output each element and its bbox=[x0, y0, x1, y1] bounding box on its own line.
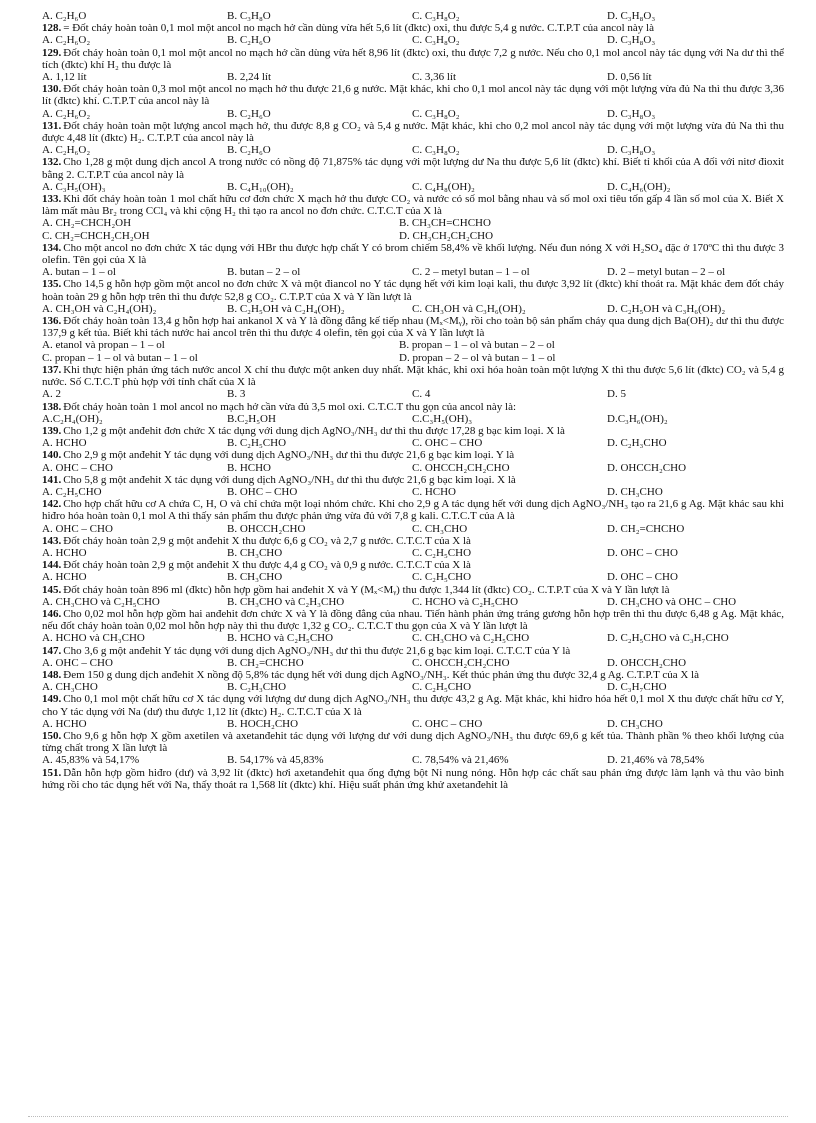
answer-option: C. OHCCH₂CH₂CHO bbox=[412, 656, 510, 669]
question-stem bbox=[42, 278, 784, 302]
answer-option: C.C₃H₅(OH)₃ bbox=[412, 412, 473, 425]
answer-option: A. OHC – CHO bbox=[42, 461, 113, 474]
answer-options bbox=[42, 571, 784, 583]
answer-option: C. 78,54% và 21,46% bbox=[412, 754, 509, 767]
question-number: 144. bbox=[42, 559, 62, 572]
question-text: Cho 3,6 g một anđehit Y tác dụng với dung dịch AgNO₃/NH₃ dư thì thu được 21,6 g bạc kim loại. C.T.C.T của Y là bbox=[63, 644, 571, 657]
answer-option: A. C₂H₅CHO bbox=[42, 485, 102, 498]
question-text: Khi thực hiện phản ứng tách nước ancol X chỉ thu được một anken duy nhất. Mặt khác, khi oxi hóa hoàn toàn một lượng X thì thu được 5,6 lít (đktc) CO₂ và 5,4 g nước. Số C.T.C.T phù hợp với tính chất của X là bbox=[42, 363, 784, 389]
answer-option: B. HCHO và C₂H₅CHO bbox=[227, 632, 334, 645]
question-number: 142. bbox=[42, 498, 62, 511]
question-block bbox=[42, 559, 784, 583]
answer-option: A. 1,12 lít bbox=[42, 71, 87, 84]
question-block bbox=[42, 474, 784, 498]
answer-option: C. OHCCH₂CH₂CHO bbox=[412, 461, 510, 474]
question-text: Cho 1,2 g một anđehit đơn chức X tác dụng với dung dịch AgNO₃/NH₃ dư thì thu được 17,28 g bạc kim loại. X là bbox=[63, 424, 565, 437]
question-stem bbox=[42, 669, 784, 681]
question-stem bbox=[42, 693, 784, 717]
answer-option: A. HCHO bbox=[42, 437, 87, 450]
question-stem bbox=[42, 22, 784, 34]
question-block bbox=[42, 401, 784, 425]
question-number: 143. bbox=[42, 534, 62, 547]
question-block bbox=[42, 669, 784, 693]
question-number: 147. bbox=[42, 644, 62, 657]
answer-options bbox=[42, 413, 784, 425]
question-block bbox=[42, 584, 784, 608]
answer-option: B. CH₃CHO và C₂H₃CHO bbox=[227, 595, 345, 608]
answer-option: C. CH₃CHO và C₂H₅CHO bbox=[412, 632, 530, 645]
question-stem bbox=[42, 120, 784, 144]
question-stem bbox=[42, 608, 784, 632]
question-number: 137. bbox=[42, 363, 62, 376]
answer-options bbox=[42, 108, 784, 120]
question-text: Đốt cháy hoàn toàn 0,1 mol một ancol no mạch hở cần dùng vừa hết 8,96 lít (đktc) oxi, thu được 7,2 g nước. Nếu cho 0,1 mol ancol này tác dụng với Na dư thì thể tích (đktc) khí H₂ thu được là bbox=[42, 46, 784, 71]
answer-option: A. OHC – CHO bbox=[42, 522, 113, 535]
question-block bbox=[42, 22, 784, 46]
question-number: 141. bbox=[42, 473, 62, 486]
answer-option: A. CH₂=CHCH₂OH bbox=[42, 217, 132, 230]
answer-option: B. C₄H₁₀(OH)₂ bbox=[227, 180, 294, 193]
answer-option: B. C₂H₅CHO bbox=[227, 437, 287, 450]
question-text: Cho 9,6 g hỗn hợp X gồm axetilen và axetanđehit tác dụng với lượng dư với dung dịch AgNO₃/NH₃ thu được 69,6 g kết tủa. Thành phần % theo khối lượng của từng chất trong X lần lượt là bbox=[42, 729, 784, 755]
question-block bbox=[42, 47, 784, 84]
question-stem bbox=[42, 535, 784, 547]
question-block bbox=[42, 193, 784, 242]
answer-option: C. C₃H₈O₂ bbox=[412, 144, 460, 157]
answer-options bbox=[42, 71, 784, 83]
answer-option: A. etanol và propan – 1 – ol bbox=[42, 339, 165, 352]
question-stem bbox=[42, 474, 784, 486]
answer-option: A. HCHO bbox=[42, 546, 87, 559]
answer-option: B. 54,17% và 45,83% bbox=[227, 754, 324, 767]
question-block bbox=[42, 315, 784, 364]
question-number: 130. bbox=[42, 83, 62, 96]
answer-option: D. CH₃CH₂CH₂CHO bbox=[399, 229, 494, 242]
question-block bbox=[42, 425, 784, 449]
answer-option: D. 21,46% và 78,54% bbox=[607, 754, 705, 767]
question-text: Đốt cháy hoàn toàn 1 mol ancol no mạch hở cần vừa đủ 3,5 mol oxi. C.T.C.T thu gọn của ancol này là: bbox=[63, 400, 517, 413]
answer-option: D. C₃H₈O₃ bbox=[607, 10, 656, 22]
answer-option: C. propan – 1 – ol và butan – 1 – ol bbox=[42, 351, 198, 364]
answer-option: C. 3,36 lít bbox=[412, 71, 457, 84]
answer-option: D. C₂H₅OH và C₃H₆(OH)₂ bbox=[607, 302, 726, 315]
answer-option: B. C₂H₆O bbox=[227, 107, 271, 120]
answer-options bbox=[42, 217, 784, 241]
question-number: 134. bbox=[42, 241, 62, 254]
question-number: 140. bbox=[42, 449, 62, 462]
answer-option: D. C₄H₆(OH)₂ bbox=[607, 180, 671, 193]
question-text: Cho 5,8 g một anđehit X tác dụng với dung dịch AgNO₃/NH₃ dư thì thu được 21,6 g bạc kim loại. X là bbox=[63, 473, 516, 486]
answer-option: C. CH₃OH và C₃H₆(OH)₂ bbox=[412, 302, 526, 315]
answer-option: A. C₂H₆O₂ bbox=[42, 34, 91, 47]
answer-options bbox=[42, 754, 784, 766]
answer-option: A.C₂H₄(OH)₂ bbox=[42, 412, 103, 425]
answer-options bbox=[42, 303, 784, 315]
question-text: Cho 0,1 mol một chất hữu cơ X tác dụng với lượng dư dung dịch AgNO₃/NH₃ thu được 43,2 g Ag. Mặt khác, khi hiđro hóa hết 0,1 mol X thu được chất hữu cơ Y, cho Y tác dụng với Na (dư) thu được 1,12 lít (đktc) H₂. C.T.C.T của X là bbox=[42, 693, 784, 718]
answer-option: B. propan – 1 – ol và butan – 2 – ol bbox=[399, 339, 555, 352]
question-block bbox=[42, 608, 784, 645]
answer-options bbox=[42, 547, 784, 559]
answer-option: C. C₃H₈O₂ bbox=[412, 34, 460, 47]
question-text: Đốt cháy hoàn toàn một lượng ancol mạch hở, thu được 8,8 g CO₂ và 5,4 g nước. Mặt khác, khi cho 0,2 mol ancol này tác dụng với một lượng vừa đủ Na thì thu được 4,48 lít (đktc) H₂. C.T.P.T của ancol này là bbox=[42, 119, 784, 145]
question-text: Cho 1,28 g một dung dịch ancol A trong nước có nồng độ 71,875% tác dụng với một lượng dư Na thu được 5,6 lít (đktc) khí. Biết tỉ khối của A đối với nitơ đioxit bằng 2. C.T.P.T của ancol này là bbox=[42, 156, 784, 181]
answer-option: D. CH₃CHO bbox=[607, 717, 663, 730]
answer-options bbox=[42, 339, 784, 363]
answer-option: B. CH₃CHO bbox=[227, 571, 283, 584]
answer-option: C. C₂H₅CHO bbox=[412, 681, 472, 694]
question-block bbox=[42, 730, 784, 767]
answer-option: B. CH₃CHO bbox=[227, 546, 283, 559]
answer-option: D. 2 – metyl butan – 2 – ol bbox=[607, 266, 726, 279]
question-block bbox=[42, 449, 784, 473]
answer-option: A. HCHO bbox=[42, 571, 87, 584]
answer-options bbox=[42, 718, 784, 730]
question-number: 148. bbox=[42, 668, 62, 681]
answer-option: B. C₂H₃CHO bbox=[227, 681, 287, 694]
answer-option: C. CH₃CHO bbox=[412, 522, 468, 535]
question-number: 139. bbox=[42, 424, 62, 437]
question-number: 129. bbox=[42, 46, 62, 59]
answer-options bbox=[42, 657, 784, 669]
answer-option: A. CH₃OH và C₂H₄(OH)₂ bbox=[42, 302, 157, 315]
answer-option: D. 5 bbox=[607, 388, 626, 401]
answer-option: B. butan – 2 – ol bbox=[227, 266, 301, 279]
question-block bbox=[42, 535, 784, 559]
answer-option: A. CH₃CHO bbox=[42, 681, 98, 694]
answer-option: C. C₃H₈O₂ bbox=[412, 10, 460, 22]
question-number: 146. bbox=[42, 607, 62, 620]
question-number: 132. bbox=[42, 156, 62, 169]
answer-options bbox=[42, 596, 784, 608]
question-stem bbox=[42, 401, 784, 413]
question-text: Đốt cháy hoàn toàn 2,9 g một anđehit X thu được 6,6 g CO₂ và 2,7 g nước. C.T.C.T của X là bbox=[63, 534, 471, 547]
question-number: 133. bbox=[42, 193, 62, 206]
question-stem bbox=[42, 156, 784, 180]
question-text: Cho 14,5 g hỗn hợp gồm một ancol no đơn chức X và một điancol no Y tác dụng hết với kim loại kali, thu được 3,92 lít (đktc) khí thoát ra. Mặt khác đem đốt cháy hoàn toàn 29 g hỗn hợp trên thì thu được 52,8 g CO₂. C.T.P.T của X và Y lần lượt là bbox=[42, 278, 784, 303]
answer-option: B. 2,24 lít bbox=[227, 71, 272, 84]
question-stem bbox=[42, 449, 784, 461]
question-block bbox=[42, 242, 784, 279]
question-stem bbox=[42, 83, 784, 107]
answer-option: C. 4 bbox=[412, 388, 431, 401]
question-text: Cho 0,02 mol hỗn hợp gồm hai anđehit đơn chức X và Y là đồng đẳng của nhau. Tiến hành phản ứng tráng gương hỗn hợp trên thì thu được 6,48 g Ag. Mặt khác, nếu đốt cháy hoàn toàn 0,02 mol hỗn hợp này thì thu được 1,32 g CO₂. C.T.C.T thu gọn của X và Y lần lượt là bbox=[42, 607, 784, 633]
question-list bbox=[42, 10, 784, 791]
question-stem bbox=[42, 193, 784, 217]
question-stem bbox=[42, 498, 784, 522]
answer-option: B. C₂H₅OH và C₂H₄(OH)₂ bbox=[227, 302, 345, 315]
answer-option: A. OHC – CHO bbox=[42, 656, 113, 669]
answer-option: D. C₃H₇CHO bbox=[607, 681, 667, 694]
answer-option: D. C₃H₈O₃ bbox=[607, 107, 656, 120]
answer-option: D. CH₂=CHCHO bbox=[607, 522, 685, 535]
answer-option: D. CH₃CHO bbox=[607, 485, 663, 498]
answer-option: B. CH₂=CHCHO bbox=[227, 656, 304, 669]
answer-option: A. 45,83% và 54,17% bbox=[42, 754, 140, 767]
question-number: 128. bbox=[42, 22, 62, 35]
answer-option: A. butan – 1 – ol bbox=[42, 266, 116, 279]
answer-options bbox=[42, 681, 784, 693]
question-stem bbox=[42, 364, 784, 388]
question-block bbox=[42, 83, 784, 120]
answer-options bbox=[42, 462, 784, 474]
question-block bbox=[42, 645, 784, 669]
question-block bbox=[42, 278, 784, 315]
answer-options bbox=[42, 437, 784, 449]
answer-options bbox=[42, 388, 784, 400]
answer-option: C. C₃H₈O₂ bbox=[412, 107, 460, 120]
answer-option: A. HCHO bbox=[42, 717, 87, 730]
question-text: Cho 2,9 g một anđehit Y tác dụng với dung dịch AgNO₃/NH₃ dư thì thu được 21,6 g bạc kim loại. Y là bbox=[63, 449, 515, 462]
answer-option: D. CH₃CHO và OHC – CHO bbox=[607, 595, 737, 608]
question-text: Cho hợp chất hữu cơ A chứa C, H, O và chỉ chứa một loại nhóm chức. Khi cho 2,9 g A tác dụng hết với dung dịch AgNO₃/NH₃ tạo ra 21,6 g Ag. Mặt khác sau khi hiđro hóa hoàn toàn 0,1 mol A thì thấy sản phẩm thu được phản ứng vừa đủ với 7,8 g kali. C.T.C.T của A là bbox=[42, 498, 784, 523]
question-block bbox=[42, 498, 784, 535]
answer-options bbox=[42, 181, 784, 193]
answer-options bbox=[42, 10, 784, 22]
answer-option: C. CH₂=CHCH₂CH₂OH bbox=[42, 229, 150, 242]
question-text: Cho một ancol no đơn chức X tác dụng với HBr thu được hợp chất Y có brom chiếm 58,4% về khối lượng. Nếu đun nóng X với H₂SO₄ đặc ở 170ºC thì thu được 3 olefin. Tên gọi của X là bbox=[42, 241, 784, 267]
question-stem bbox=[42, 730, 784, 754]
answer-option: A. CH₃CHO và C₂H₅CHO bbox=[42, 595, 160, 608]
answer-option: A. C₂H₆O bbox=[42, 10, 87, 22]
question-stem bbox=[42, 425, 784, 437]
question-number: 138. bbox=[42, 400, 62, 413]
question-stem bbox=[42, 47, 784, 71]
question-text: Đốt cháy hoàn toàn 2,9 g một anđehit X thu được 4,4 g CO₂ và 0,9 g nước. C.T.C.T của X là bbox=[63, 559, 471, 572]
answer-options bbox=[42, 144, 784, 156]
question-text: Đem 150 g dung dịch anđehit X nồng độ 5,8% tác dụng hết với dung dịch AgNO₃/NH₃. Kết thúc phản ứng thu được 32,4 g Ag. C.T.P.T của X là bbox=[63, 668, 699, 681]
page-bottom-rule bbox=[28, 1116, 788, 1117]
question-stem bbox=[42, 242, 784, 266]
answer-option: C. C₄H₈(OH)₂ bbox=[412, 180, 475, 193]
question-text: Đốt cháy hoàn toàn 896 ml (đktc) hỗn hợp gồm hai anđehit X và Y (Mₓ<Mᵧ) thu được 1,344 lít (đktc) CO₂. C.T.P.T của X và Y lần lượt là bbox=[63, 583, 670, 596]
answer-option: A. C₃H₅(OH)₃ bbox=[42, 180, 106, 193]
answer-options bbox=[42, 34, 784, 46]
question-stem bbox=[42, 767, 784, 791]
answer-option: C. 2 – metyl butan – 1 – ol bbox=[412, 266, 530, 279]
answer-option: B. C₂H₆O bbox=[227, 144, 271, 157]
answer-option: D. propan – 2 – ol và butan – 1 – ol bbox=[399, 351, 556, 364]
question-text: Đốt cháy hoàn toàn 13,4 g hỗn hợp hai ankanol X và Y là đồng đẳng kế tiếp nhau (Mₓ<Mᵧ), rồi cho toàn bộ sản phẩm cháy qua dung dịch Ba(OH)₂ dư thì thu được 137,9 g kết tủa. Biết khi tách nước hai ancol trên thì thu được 4 olefin, tên gọi của X và Y lần lượt là bbox=[42, 315, 784, 340]
answer-option: D. C₂H₃CHO bbox=[607, 437, 667, 450]
question-block bbox=[42, 120, 784, 157]
answer-option: B.C₂H₅OH bbox=[227, 412, 276, 425]
answer-options bbox=[42, 486, 784, 498]
question-number: 149. bbox=[42, 693, 62, 706]
answer-option: C. OHC – CHO bbox=[412, 717, 483, 730]
answer-option: D. OHCCH₂CHO bbox=[607, 461, 687, 474]
answer-option: D. 0,56 lít bbox=[607, 71, 652, 84]
question-number: 136. bbox=[42, 315, 62, 328]
answer-options bbox=[42, 523, 784, 535]
answer-option: A. HCHO và CH₃CHO bbox=[42, 632, 145, 645]
answer-option: D. OHCCH₂CHO bbox=[607, 656, 687, 669]
answer-option: A. C₂H₆O₂ bbox=[42, 107, 91, 120]
question-text: Dẫn hỗn hợp gồm hiđro (dư) và 3,92 lít (đktc) hơi axetanđehit qua ống đựng bột Ni nung nóng. Hỗn hợp các chất sau phản ứng được làm lạnh và thu vào bình hứng rồi cho tác dụng hết với Na, thấy thoát ra 1,568 lít (đktc) khí. Hiệu suất phản ứng khử axetanđehit là bbox=[42, 766, 784, 791]
answer-option: D. OHC – CHO bbox=[607, 571, 678, 584]
answer-options bbox=[42, 266, 784, 278]
answer-option: B. HCHO bbox=[227, 461, 272, 474]
answer-option: C. C₂H₅CHO bbox=[412, 571, 472, 584]
question-text: = Đốt cháy hoàn toàn 0,1 mol một ancol no mạch hở cần dùng vừa hết 5,6 lít (đktc) oxi, thu được 5,4 g nước. C.T.P.T của ancol này là bbox=[63, 22, 654, 35]
answer-option: B. HOCH₂CHO bbox=[227, 717, 299, 730]
question-number: 150. bbox=[42, 729, 62, 742]
answer-options bbox=[42, 632, 784, 644]
answer-option: B. CH₃CH=CHCHO bbox=[399, 217, 491, 230]
question-text: Khi đốt cháy hoàn toàn 1 mol chất hữu cơ đơn chức X mạch hở thu được CO₂ và nước có số mol bằng nhau và số mol oxi tiêu tốn gấp 4 lần số mol của X. Biết X làm mất màu Br₂ trong CCl₄ và khi cộng H₂ thì tạo ra ancol no đơn chức. C.T.C.T của X là bbox=[42, 193, 784, 218]
question-number: 145. bbox=[42, 583, 62, 596]
question-number: 151. bbox=[42, 766, 62, 779]
question-number: 135. bbox=[42, 278, 62, 291]
answer-option: D. C₃H₈O₃ bbox=[607, 144, 656, 157]
answer-option: C. HCHO và C₂H₅CHO bbox=[412, 595, 519, 608]
question-number: 131. bbox=[42, 119, 62, 132]
question-block bbox=[42, 156, 784, 193]
answer-option: B. OHC – CHO bbox=[227, 485, 298, 498]
question-block bbox=[42, 364, 784, 401]
answer-option: A. C₂H₆O₂ bbox=[42, 144, 91, 157]
question-text: Đốt cháy hoàn toàn 0,3 mol một ancol no mạch hở thu được 21,6 g nước. Mặt khác, khi cho 0,1 mol ancol này tác dụng với một lượng vừa đủ Na thì thu được 3,36 lít (đktc) khí. C.T.P.T của ancol này là bbox=[42, 83, 784, 108]
answer-option: C. C₂H₅CHO bbox=[412, 546, 472, 559]
answer-option: C. HCHO bbox=[412, 485, 457, 498]
answer-option: A. 2 bbox=[42, 388, 61, 401]
answer-option: D. C₂H₅CHO và C₃H₇CHO bbox=[607, 632, 729, 645]
answer-option: B. C₂H₆O bbox=[227, 34, 271, 47]
answer-option: C. OHC – CHO bbox=[412, 437, 483, 450]
answer-option: B. 3 bbox=[227, 388, 246, 401]
question-block bbox=[42, 767, 784, 791]
question-stem bbox=[42, 584, 784, 596]
answer-option: B. OHCCH₂CHO bbox=[227, 522, 306, 535]
question-block bbox=[42, 693, 784, 730]
question-stem bbox=[42, 645, 784, 657]
question-stem bbox=[42, 315, 784, 339]
answer-option: D. OHC – CHO bbox=[607, 546, 678, 559]
question-stem bbox=[42, 559, 784, 571]
answer-option: D. C₃H₈O₃ bbox=[607, 34, 656, 47]
answer-option: D.C₃H₆(OH)₂ bbox=[607, 412, 668, 425]
answer-option: B. C₃H₈O bbox=[227, 10, 271, 22]
question-block bbox=[42, 10, 784, 22]
